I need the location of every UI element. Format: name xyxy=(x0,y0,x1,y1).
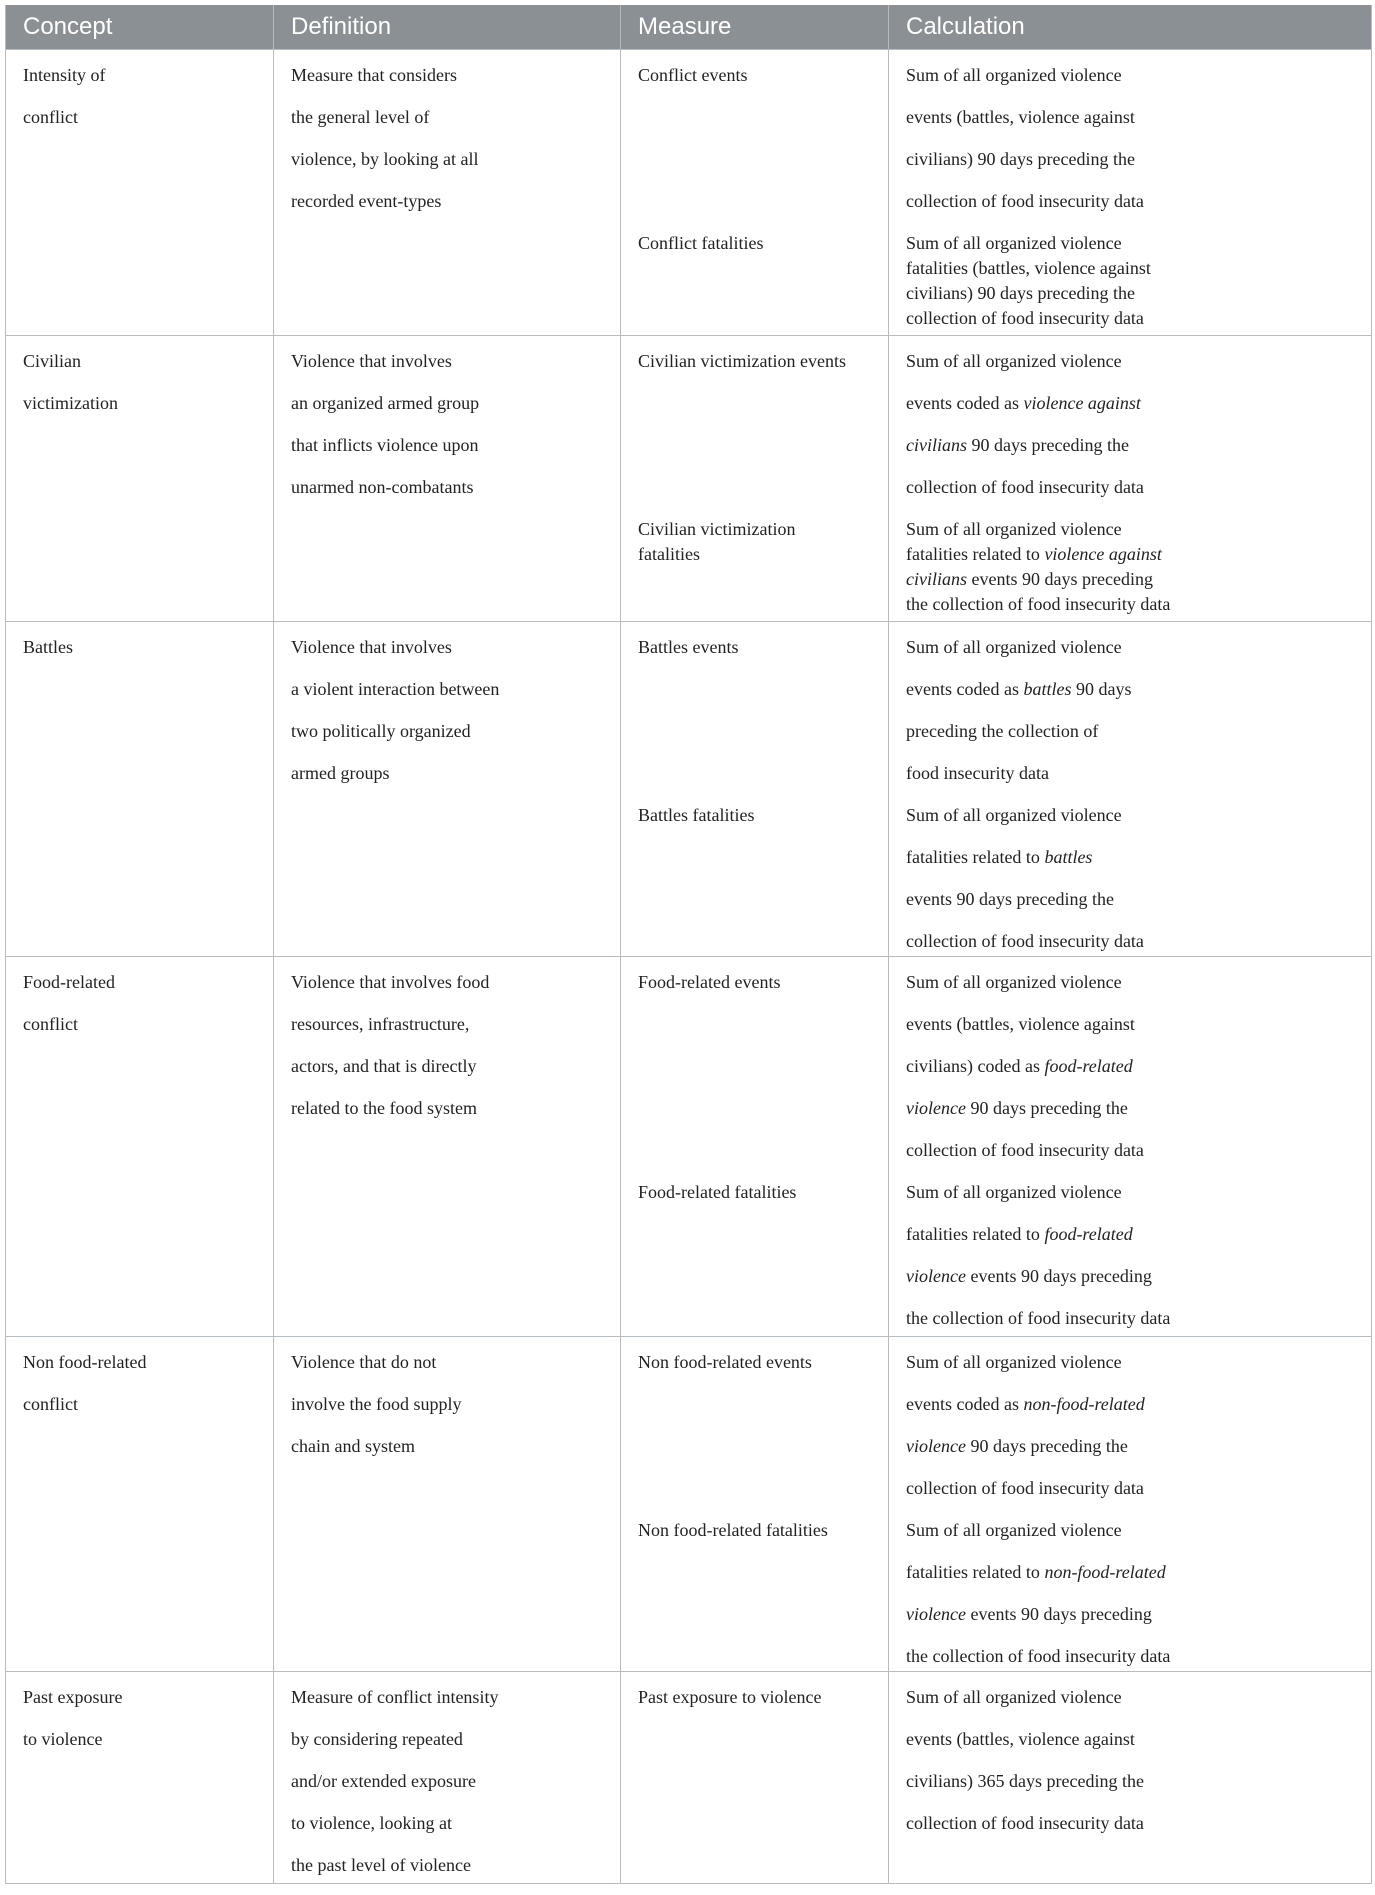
measure-label: Battles events xyxy=(638,637,739,657)
calculation-text: food insecurity data xyxy=(906,763,1049,783)
calculation-block xyxy=(906,1685,1361,1853)
calculation-cell xyxy=(889,1672,1371,1883)
definition-text: Violence that do not xyxy=(291,1352,437,1372)
calculation-cell xyxy=(889,1337,1371,1671)
definition-cell xyxy=(274,1672,621,1883)
measure-block xyxy=(638,1350,878,1518)
calculation-cell xyxy=(889,50,1371,335)
measure-label: Conflict events xyxy=(638,65,748,85)
concept-cell xyxy=(6,957,274,1336)
measure-cell xyxy=(621,1672,889,1883)
table-row xyxy=(6,621,1371,956)
calculation-text: civilians) 90 days preceding the xyxy=(906,149,1135,169)
calculation-text: Sum of all organized violence xyxy=(906,1352,1122,1372)
concept-text: Civilian xyxy=(23,351,81,371)
measure-block xyxy=(638,803,878,845)
table-row xyxy=(6,335,1371,621)
measure-cell xyxy=(621,336,889,621)
measure-block xyxy=(638,1518,878,1560)
definition-text: Violence that involves food xyxy=(291,972,490,992)
concept-cell xyxy=(6,1672,274,1883)
definition-cell xyxy=(274,336,621,621)
definition-text: by considering repeated xyxy=(291,1729,463,1749)
calculation-text: Sum of all organized violence xyxy=(906,1182,1122,1202)
measure-block xyxy=(638,517,878,567)
calculation-text: Sum of all organized violence xyxy=(906,1520,1122,1540)
header-measure: Measure xyxy=(621,5,889,49)
calculation-text: events coded as violence against xyxy=(906,393,1141,413)
calculation-block xyxy=(906,63,1361,231)
calculation-text: fatalities (battles, violence against xyxy=(906,258,1151,278)
table-row xyxy=(6,1336,1371,1671)
concept-text: Food-related xyxy=(23,972,115,992)
calculation-text: fatalities related to battles xyxy=(906,847,1093,867)
definition-text: the general level of xyxy=(291,107,430,127)
calculation-text: Sum of all organized violence xyxy=(906,1687,1122,1707)
concept-text: conflict xyxy=(23,107,78,127)
measure-label: Conflict fatalities xyxy=(638,233,764,253)
measure-label: Non food-related fatalities xyxy=(638,1520,828,1540)
concept-cell xyxy=(6,1337,274,1671)
concept-text: Non food-related xyxy=(23,1352,147,1372)
definition-text: Violence that involves xyxy=(291,637,452,657)
calculation-text: violence events 90 days preceding xyxy=(906,1266,1152,1286)
calculation-text: collection of food insecurity data xyxy=(906,308,1144,328)
table-row xyxy=(6,1671,1371,1883)
calculation-block xyxy=(906,349,1361,517)
calculation-block xyxy=(906,1350,1361,1518)
measure-block xyxy=(638,970,878,1180)
calculation-text: civilians) 90 days preceding the xyxy=(906,283,1135,303)
measure-cell xyxy=(621,50,889,335)
concept-text: victimization xyxy=(23,393,118,413)
measure-label: Past exposure to violence xyxy=(638,1687,822,1707)
table-row xyxy=(6,49,1371,335)
definition-text: recorded event-types xyxy=(291,191,442,211)
measure-block xyxy=(638,349,878,517)
definition-text: resources, infrastructure, xyxy=(291,1014,470,1034)
calculation-text: fatalities related to non-food-related xyxy=(906,1562,1166,1582)
measure-label: Battles fatalities xyxy=(638,805,755,825)
measure-cell xyxy=(621,1337,889,1671)
measure-label: Civilian victimization events xyxy=(638,351,846,371)
calculation-text: events 90 days preceding the xyxy=(906,889,1114,909)
definition-text: and/or extended exposure xyxy=(291,1771,476,1791)
calculation-text: fatalities related to violence against xyxy=(906,544,1162,564)
calculation-cell xyxy=(889,336,1371,621)
measure-cell xyxy=(621,957,889,1336)
calculation-text: collection of food insecurity data xyxy=(906,477,1144,497)
definition-text: the past level of violence xyxy=(291,1855,471,1875)
definition-cell xyxy=(274,1337,621,1671)
header-definition: Definition xyxy=(274,5,621,49)
measure-cell xyxy=(621,622,889,956)
calculation-cell xyxy=(889,957,1371,1336)
calculation-text: civilians) coded as food-related xyxy=(906,1056,1133,1076)
definition-text: two politically organized xyxy=(291,721,471,741)
calculation-text: fatalities related to food-related xyxy=(906,1224,1133,1244)
concept-text: Battles xyxy=(23,637,73,657)
calculation-text: collection of food insecurity data xyxy=(906,931,1144,951)
definition-text: chain and system xyxy=(291,1436,415,1456)
concept-text: to violence xyxy=(23,1729,103,1749)
measure-label: Food-related events xyxy=(638,972,781,992)
calculation-block xyxy=(906,970,1361,1180)
definition-text: related to the food system xyxy=(291,1098,477,1118)
calculation-text: Sum of all organized violence xyxy=(906,65,1122,85)
calculation-text: violence 90 days preceding the xyxy=(906,1436,1128,1456)
definition-text: actors, and that is directly xyxy=(291,1056,477,1076)
definition-cell xyxy=(274,50,621,335)
calculation-text: events (battles, violence against xyxy=(906,1014,1135,1034)
calculation-text: collection of food insecurity data xyxy=(906,1813,1144,1833)
concept-cell xyxy=(6,336,274,621)
concept-text: conflict xyxy=(23,1394,78,1414)
calculation-text: events (battles, violence against xyxy=(906,107,1135,127)
measure-label: Food-related fatalities xyxy=(638,1182,797,1202)
definition-text: Violence that involves xyxy=(291,351,452,371)
calculation-block xyxy=(906,1180,1361,1348)
calculation-text: collection of food insecurity data xyxy=(906,1140,1144,1160)
calculation-text: the collection of food insecurity data xyxy=(906,1646,1171,1666)
table-row xyxy=(6,956,1371,1336)
calculation-text: Sum of all organized violence xyxy=(906,972,1122,992)
concepts-table xyxy=(5,5,1372,1884)
measure-label: Civilian victimization xyxy=(638,519,796,539)
concept-cell xyxy=(6,50,274,335)
definition-text: violence, by looking at all xyxy=(291,149,479,169)
calculation-text: events coded as battles 90 days xyxy=(906,679,1132,699)
calculation-text: collection of food insecurity data xyxy=(906,1478,1144,1498)
calculation-text: events (battles, violence against xyxy=(906,1729,1135,1749)
concept-text: Past exposure xyxy=(23,1687,123,1707)
definition-text: a violent interaction between xyxy=(291,679,500,699)
calculation-block xyxy=(906,231,1361,331)
measure-block xyxy=(638,635,878,803)
calculation-text: Sum of all organized violence xyxy=(906,805,1122,825)
calculation-text: Sum of all organized violence xyxy=(906,519,1122,539)
definition-text: involve the food supply xyxy=(291,1394,462,1414)
calculation-block xyxy=(906,517,1361,617)
calculation-text: Sum of all organized violence xyxy=(906,637,1122,657)
definition-cell xyxy=(274,622,621,956)
calculation-block xyxy=(906,1518,1361,1686)
calculation-text: collection of food insecurity data xyxy=(906,191,1144,211)
header-concept: Concept xyxy=(6,5,274,49)
definition-cell xyxy=(274,957,621,1336)
measure-block xyxy=(638,1180,878,1222)
table-header xyxy=(6,5,1371,49)
measure-label: fatalities xyxy=(638,544,700,564)
definition-text: armed groups xyxy=(291,763,390,783)
definition-text: Measure that considers xyxy=(291,65,457,85)
table-body xyxy=(6,49,1371,1883)
calculation-text: civilians) 365 days preceding the xyxy=(906,1771,1144,1791)
calculation-block xyxy=(906,635,1361,803)
calculation-text: preceding the collection of xyxy=(906,721,1099,741)
definition-text: Measure of conflict intensity xyxy=(291,1687,499,1707)
calculation-text: civilians events 90 days preceding xyxy=(906,569,1153,589)
calculation-text: Sum of all organized violence xyxy=(906,351,1122,371)
calculation-text: Sum of all organized violence xyxy=(906,233,1122,253)
measure-block xyxy=(638,63,878,231)
measure-block xyxy=(638,1685,878,1853)
measure-block xyxy=(638,231,878,256)
concept-text: Intensity of xyxy=(23,65,106,85)
calculation-text: violence 90 days preceding the xyxy=(906,1098,1128,1118)
calculation-text: the collection of food insecurity data xyxy=(906,594,1171,614)
definition-text: to violence, looking at xyxy=(291,1813,452,1833)
concept-text: conflict xyxy=(23,1014,78,1034)
definition-text: an organized armed group xyxy=(291,393,480,413)
calculation-text: events coded as non-food-related xyxy=(906,1394,1145,1414)
calculation-block xyxy=(906,803,1361,971)
header-calculation: Calculation xyxy=(906,13,1025,40)
concept-cell xyxy=(6,622,274,956)
calculation-cell xyxy=(889,622,1371,956)
definition-text: unarmed non-combatants xyxy=(291,477,474,497)
measure-label: Non food-related events xyxy=(638,1352,812,1372)
definition-text: that inflicts violence upon xyxy=(291,435,479,455)
calculation-text: violence events 90 days preceding xyxy=(906,1604,1152,1624)
calculation-text: the collection of food insecurity data xyxy=(906,1308,1171,1328)
calculation-text: civilians 90 days preceding the xyxy=(906,435,1129,455)
